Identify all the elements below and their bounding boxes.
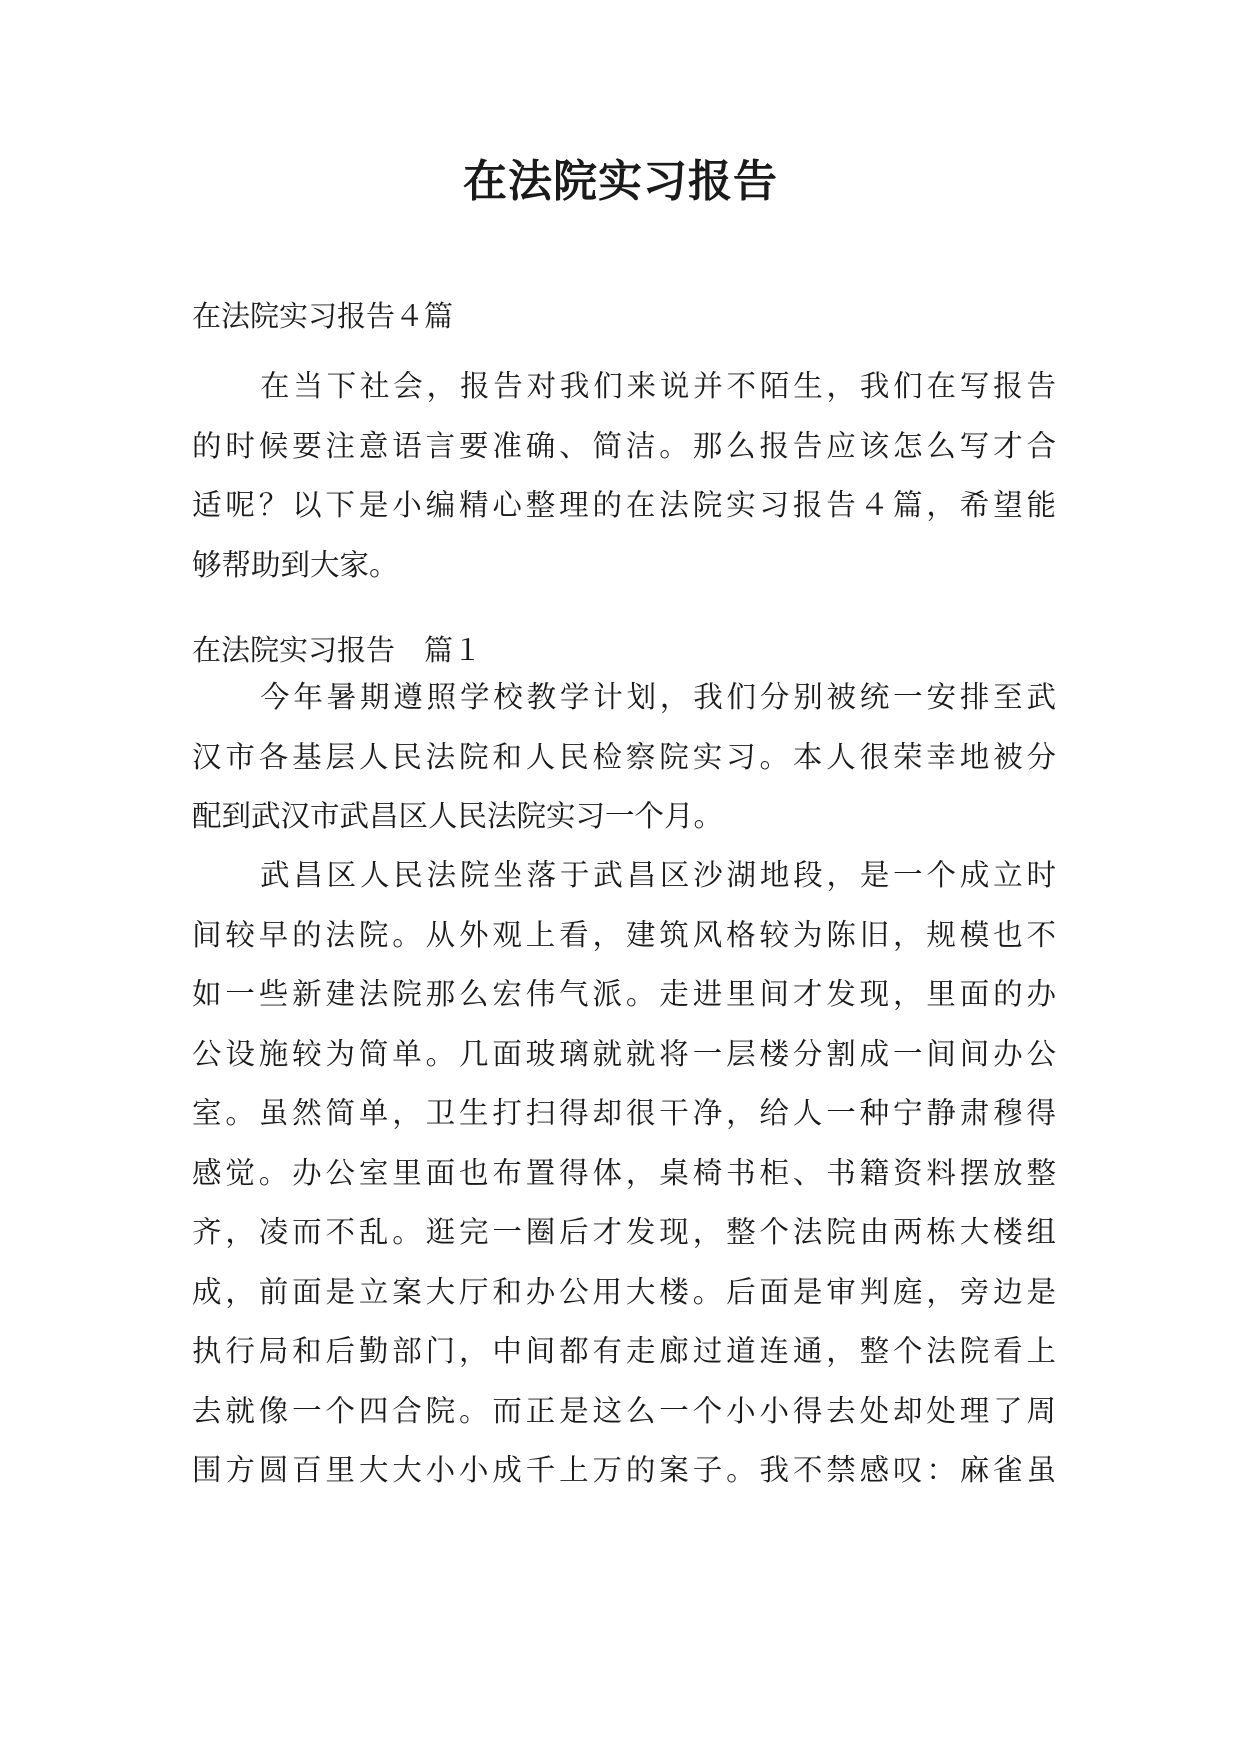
page-title: 在法院实习报告 (463, 156, 778, 207)
paragraph-line: 成，前面是立案大厅和办公用大楼。后面是审判庭，旁边是 (192, 1274, 1056, 1309)
paragraph-line: 公设施较为简单。几面玻璃就就将一层楼分割成一间间办公 (192, 1036, 1056, 1071)
paragraph-line: 感觉。办公室里面也布置得体，桌椅书柜、书籍资料摆放整 (192, 1155, 1056, 1190)
paragraph-line: 武昌区人民法院坐落于武昌区沙湖地段，是一个成立时 (260, 858, 1056, 892)
paragraph-line: 汉市各基层人民法院和人民检察院实习。本人很荣幸地被分 (192, 739, 1056, 774)
paragraph-1 (192, 668, 1056, 847)
paragraph-line: 间较早的法院。从外观上看，建筑风格较为陈旧，规模也不 (192, 917, 1056, 952)
paragraph-line: 室。虽然简单，卫生打扫得却很干净，给人一种宁静肃穆得 (192, 1096, 1056, 1130)
intro-paragraph (192, 357, 1056, 595)
document-subtitle: 在法院实习报告４篇 (192, 299, 454, 333)
section-heading: 在法院实习报告 篇１ (192, 633, 483, 667)
paragraph-line: 齐，凌而不乱。逛完一圈后才发现，整个法院由两栋大楼组 (192, 1215, 1056, 1249)
intro-line: 够帮助到大家。 (192, 547, 399, 582)
intro-line: 在当下社会，报告对我们来说并不陌生，我们在写报告 (260, 369, 1056, 403)
paragraph-line: 今年暑期遵照学校教学计划，我们分别被统一安排至武 (260, 680, 1056, 714)
paragraph-line: 去就像一个四合院。而正是这么一个小小得去处却处理了周 (192, 1393, 1056, 1428)
intro-line: 的时候要注意语言要准确、简洁。那么报告应该怎么写才合 (192, 428, 1056, 463)
paragraph-line: 如一些新建法院那么宏伟气派。走进里间才发现，里面的办 (192, 977, 1056, 1011)
paragraph-2 (192, 846, 1056, 1501)
intro-line: 适呢？以下是小编精心整理的在法院实习报告４篇，希望能 (192, 488, 1056, 522)
paragraph-line: 围方圆百里大大小小成千上万的案子。我不禁感叹：麻雀虽 (192, 1453, 1056, 1487)
paragraph-line: 执行局和后勤部门，中间都有走廊过道连通，整个法院看上 (192, 1334, 1056, 1368)
paragraph-line: 配到武汉市武昌区人民法院实习一个月。 (192, 799, 724, 833)
